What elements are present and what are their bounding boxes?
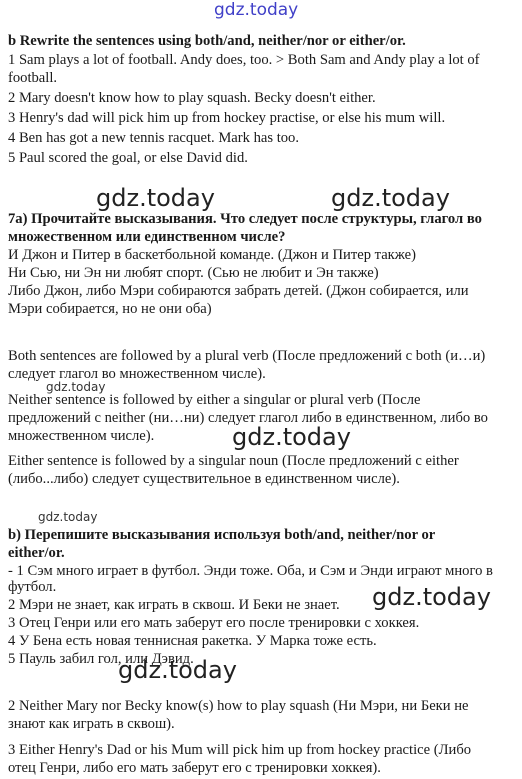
answer-line: 3 Either Henry's Dad or his Mum will pick him up from hockey practice (Либо <box>8 742 472 758</box>
exercise-7b-line: футбол. <box>8 579 57 595</box>
answer-line: предложений с neither (ни…ни) следует глагол либо в единственном, либо во <box>8 410 488 426</box>
answer-line: (либо...либо) следует существительное в единственном числе). <box>8 471 400 487</box>
exercise-7b-line: 5 Пауль забил гол, или Дэвид. <box>8 651 194 667</box>
exercise-b-line: 4 Ben has got a new tennis racquet. Mark has too. <box>8 130 299 146</box>
exercise-7a-line: Либо Джон, либо Мэри собираются забрать детей. (Джон собирается, или <box>8 283 469 299</box>
watermark: gdz.today <box>46 380 106 394</box>
answer-line: Neither sentence is followed by either a singular or plural verb (После <box>8 392 421 408</box>
exercise-b-line: 1 Sam plays a lot of football. Andy does, too. > Both Sam and Andy play a lot of <box>8 52 480 68</box>
exercise-7b-heading: b) Перепишите высказывания используя both/and, neither/nor or <box>8 527 436 543</box>
watermark: gdz.today <box>118 656 237 684</box>
watermark: gdz.today <box>38 510 98 524</box>
watermark-top: gdz.today <box>214 0 299 20</box>
exercise-7a-line: Ни Сью, ни Эн ни любят спорт. (Сью не любит и Эн также) <box>8 265 379 281</box>
exercise-7a-line: И Джон и Питер в баскетбольной команде. (Джон и Питер также) <box>8 247 416 263</box>
exercise-b-heading: b Rewrite the sentences using both/and, neither/nor or either/or. <box>8 33 406 49</box>
exercise-7a-line: Мэри собирается, но не они оба) <box>8 301 212 317</box>
watermark: gdz.today <box>232 423 351 451</box>
answer-line: множественном числе). <box>8 428 155 444</box>
answer-line: знают как играть в сквош). <box>8 716 175 732</box>
answer-line: следует глагол во множественном числе). <box>8 366 266 382</box>
exercise-b-line: football. <box>8 70 58 86</box>
answer-line: 2 Neither Mary nor Becky know(s) how to play squash (Ни Мэри, ни Беки не <box>8 698 469 714</box>
exercise-7a-heading: 7a) Прочитайте высказывания. Что следует после структуры, глагол во <box>8 211 482 227</box>
exercise-b-line: 3 Henry's dad will pick him up from hockey practise, or else his mum will. <box>8 110 446 126</box>
answer-line: Either sentence is followed by a singular noun (После предложений с either <box>8 453 459 469</box>
exercise-7b-heading: either/or. <box>8 545 65 561</box>
exercise-7b-line: - 1 Сэм много играет в футбол. Энди тоже. Оба, и Сэм и Энди играют много в <box>8 563 493 579</box>
answer-line: отец Генри, либо его мать заберут его с тренировки хоккея). <box>8 760 381 776</box>
answer-line: Both sentences are followed by a plural verb (После предложений с both (и…и) <box>8 348 486 364</box>
watermark: gdz.today <box>331 184 450 212</box>
exercise-b-line: 5 Paul scored the goal, or else David did. <box>8 150 248 166</box>
watermark: gdz.today <box>372 583 491 611</box>
exercise-7b-line: 4 У Бена есть новая теннисная ракетка. У Марка тоже есть. <box>8 633 377 649</box>
exercise-b-line: 2 Mary doesn't know how to play squash. Becky doesn't either. <box>8 90 376 106</box>
exercise-7b-line: 2 Мэри не знает, как играть в сквош. И Беки не знает. <box>8 597 340 613</box>
watermark: gdz.today <box>96 184 215 212</box>
exercise-7a-heading: множественном или единственном числе? <box>8 229 286 245</box>
exercise-7b-line: 3 Отец Генри или его мать заберут его после тренировки с хоккея. <box>8 615 420 631</box>
